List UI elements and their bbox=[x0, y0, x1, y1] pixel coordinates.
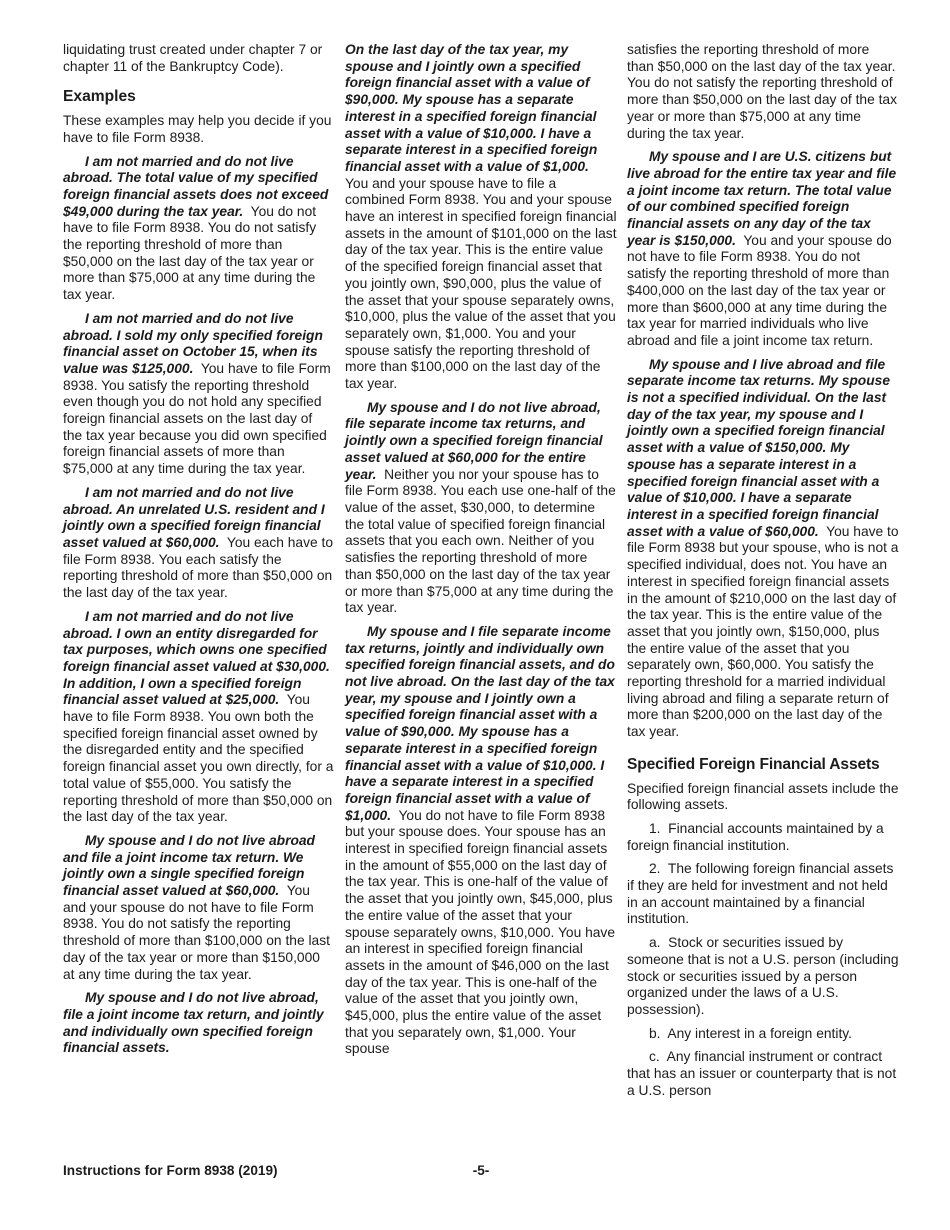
body-text: c. Any financial instrument or contract that has an issuer or counterparty that is not a U.S. person bbox=[627, 1049, 897, 1098]
section-heading: Specified Foreign Financial Assets bbox=[627, 755, 880, 773]
body-text: liquidating trust created under chapter 7 or chapter 11 of the Bankruptcy Code). bbox=[63, 42, 323, 74]
paragraph bbox=[63, 833, 335, 983]
example-lead-text: My spouse and I file separate income tax returns, jointly and individually own specified foreign financial assets, and do not live abroad. On the last day of the tax year, my spouse and I jointly own a specified foreign financial asset with a value of $90,000. My spouse has a separate interest in a specified foreign financial asset with a value of $10,000. I have a separate interest in a specified foreign financial asset with a value of $1,000. bbox=[345, 623, 615, 823]
paragraph bbox=[627, 42, 899, 142]
page-footer bbox=[63, 1163, 899, 1183]
paragraph bbox=[627, 1049, 899, 1099]
paragraph bbox=[627, 861, 899, 928]
example-lead-text: I am not married and do not live abroad. An unrelated U.S. resident and I jointly own a specified foreign financial asset valued at $60,000. bbox=[63, 484, 325, 550]
body-text: You and your spouse do not have to file Form 8938. You do not satisfy the reporting threshold of more than $100,000 on the last day of the tax year or more than $150,000 at any time during the tax year. bbox=[63, 883, 330, 982]
paragraph bbox=[63, 154, 335, 304]
text-column-2 bbox=[345, 42, 617, 1065]
example-lead-text: My spouse and I do not live abroad, file a joint income tax return, and jointly and individually own specified foreign financial assets. bbox=[63, 990, 324, 1056]
footer-document-title: Instructions for Form 8938 (2019) bbox=[63, 1163, 278, 1178]
body-text: Neither you nor your spouse has to file Form 8938. You each use one-half of the value of the asset, $30,000, to determine the total value of specified foreign financial assets that you each own. Neither of you satisfies the reporting threshold of more than $50,000 on the last day of the tax year or more than $75,000 at any time during the tax year. bbox=[345, 466, 616, 616]
body-text: You and your spouse have to file a combined Form 8938. You and your spouse have an interest in specified foreign financial assets in the amount of $101,000 on the last day of the tax year. This is the entire value of the specified foreign financial asset that you jointly own, $90,000, plus the value of the asset that your spouse separately owns, $10,000, plus the value of the asset that you separately own, $1,000. You and your spouse satisfy the reporting threshold of more than $100,000 on the last day of the tax year. bbox=[345, 158, 617, 392]
paragraph bbox=[345, 400, 617, 617]
body-text: a. Stock or securities issued by someone that is not a U.S. person (including stock or securities issued by a person organized under the laws of a U.S. possession). bbox=[627, 935, 899, 1017]
paragraph bbox=[627, 1026, 899, 1043]
example-lead-text: My spouse and I do not live abroad, file separate income tax returns, and jointly own a specified foreign financial asset valued at $60,000 for the entire year. bbox=[345, 399, 603, 482]
footer-page-number: -5- bbox=[472, 1163, 490, 1178]
example-lead-text: My spouse and I live abroad and file separate income tax returns. My spouse is not a specified individual. On the last day of the tax year, my spouse and I jointly own a specified foreign financial asset with a value of $150,000. My spouse has a separate interest in a specified foreign financial asset with a value of $10,000. I have a separate interest in a specified foreign financial asset with a value of $60,000. bbox=[627, 356, 891, 539]
subsection-heading: Examples bbox=[63, 88, 136, 106]
paragraph bbox=[627, 935, 899, 1019]
body-text: You and your spouse do not have to file Form 8938. You do not satisfy the reporting threshold of more than $400,000 on the last day of the tax year or more than $600,000 at any time during the tax year for married individuals who live abroad and file a joint income tax return. bbox=[627, 232, 892, 348]
paragraph bbox=[627, 821, 899, 854]
body-text: These examples may help you decide if you have to file Form 8938. bbox=[63, 113, 332, 145]
example-lead-text: I am not married and do not live abroad. I sold my only specified foreign financial asset on October 15, when its value was $125,000. bbox=[63, 310, 323, 376]
example-lead-text: I am not married and do not live abroad. I own an entity disregarded for tax purposes, which owns one specified foreign financial asset valued at $30,000. In addition, I own a specified foreign financial asset valued at $25,000. bbox=[63, 608, 330, 708]
paragraph bbox=[627, 149, 899, 349]
paragraph bbox=[345, 42, 617, 393]
body-text: 2. The following foreign financial assets if they are held for investment and not held in an account maintained by a financial institution. bbox=[627, 861, 894, 927]
paragraph bbox=[63, 609, 335, 826]
paragraph bbox=[345, 624, 617, 1058]
text-column-3 bbox=[627, 42, 899, 1106]
paragraph bbox=[63, 113, 335, 146]
body-text: satisfies the reporting threshold of more than $50,000 on the last day of the tax year. You do not satisfy the reporting threshold of more than $50,000 on the last day of the tax year or more than $75,000 at any time during the tax year. bbox=[627, 42, 897, 141]
body-text: You have to file Form 8938 but your spouse, who is not a specified individual, does not. You have an interest in specified foreign financial assets in the amount of $210,000 on the last day of the tax year. This is the entire value of the asset that you jointly own, $150,000, plus the entire value of the asset that you separately own, $60,000. You satisfy the reporting threshold for a married individual living abroad and filing a separate return of more than $200,000 on the last day of the tax year. bbox=[627, 523, 899, 740]
body-text: b. Any interest in a foreign entity. bbox=[649, 1025, 852, 1041]
paragraph bbox=[63, 485, 335, 602]
example-lead-text: I am not married and do not live abroad. The total value of my specified foreign financial assets does not exceed $49,000 during the tax year. bbox=[63, 153, 329, 219]
example-lead-text: My spouse and I are U.S. citizens but live abroad for the entire tax year and file a joint income tax return. The total value of our combined specified foreign financial assets on any day of the tax year is $150,000. bbox=[627, 149, 897, 248]
paragraph bbox=[63, 311, 335, 478]
paragraph bbox=[63, 42, 335, 75]
body-text: 1. Financial accounts maintained by a foreign financial institution. bbox=[627, 820, 884, 853]
paragraph bbox=[627, 781, 899, 814]
example-lead-text: On the last day of the tax year, my spouse and I jointly own a specified foreign financial asset with a value of $90,000. My spouse has a separate interest in a specified foreign financial asset with a value of $10,000. I have a separate interest in a specified foreign financial asset with a value of $1,000. bbox=[345, 42, 598, 174]
page-columns bbox=[63, 42, 899, 1106]
body-text: You do not have to file Form 8938 but your spouse does. Your spouse has an interest in specified foreign financial assets in the amount of $55,000 on the last day of the tax year. This is one-half of the value of the asset that you jointly own, $45,000, plus the entire value of the asset that your spouse separately owns, $10,000. You have an interest in specified foreign financial assets in the amount of $46,000 on the last day of the tax year. This is one-half of the value of the asset that you jointly own, $45,000, plus the entire value of the asset that you separately own, $1,000. Your spouse bbox=[345, 807, 616, 1057]
body-text: You each have to file Form 8938. You each satisfy the reporting threshold of more than $50,000 on the last day of the tax year. bbox=[63, 534, 334, 601]
body-text: You have to file Form 8938. You own both the specified foreign financial asset owned by the disregarded entity and the specified foreign financial asset you own directly, for a total value of $55,000. You satisfy the reporting threshold of more than $50,000 on the last day of the tax year. bbox=[63, 692, 334, 825]
body-text: You do not have to file Form 8938. You do not satisfy the reporting threshold of more than $50,000 on the last day of the tax year or more than $75,000 at any time during the tax year. bbox=[63, 203, 317, 303]
paragraph bbox=[63, 990, 335, 1057]
paragraph bbox=[627, 357, 899, 741]
body-text: Specified foreign financial assets include the following assets. bbox=[627, 780, 899, 813]
text-column-1 bbox=[63, 42, 335, 1064]
body-text: You have to file Form 8938. You satisfy the reporting threshold even though you do not hold any specified foreign financial assets on the last day of the tax year because you did own specified foreign financial assets of more than $75,000 at any time during the tax year. bbox=[63, 360, 331, 477]
example-lead-text: My spouse and I do not live abroad and file a joint income tax return. We jointly own a single specified foreign financial asset valued at $60,000. bbox=[63, 832, 315, 899]
